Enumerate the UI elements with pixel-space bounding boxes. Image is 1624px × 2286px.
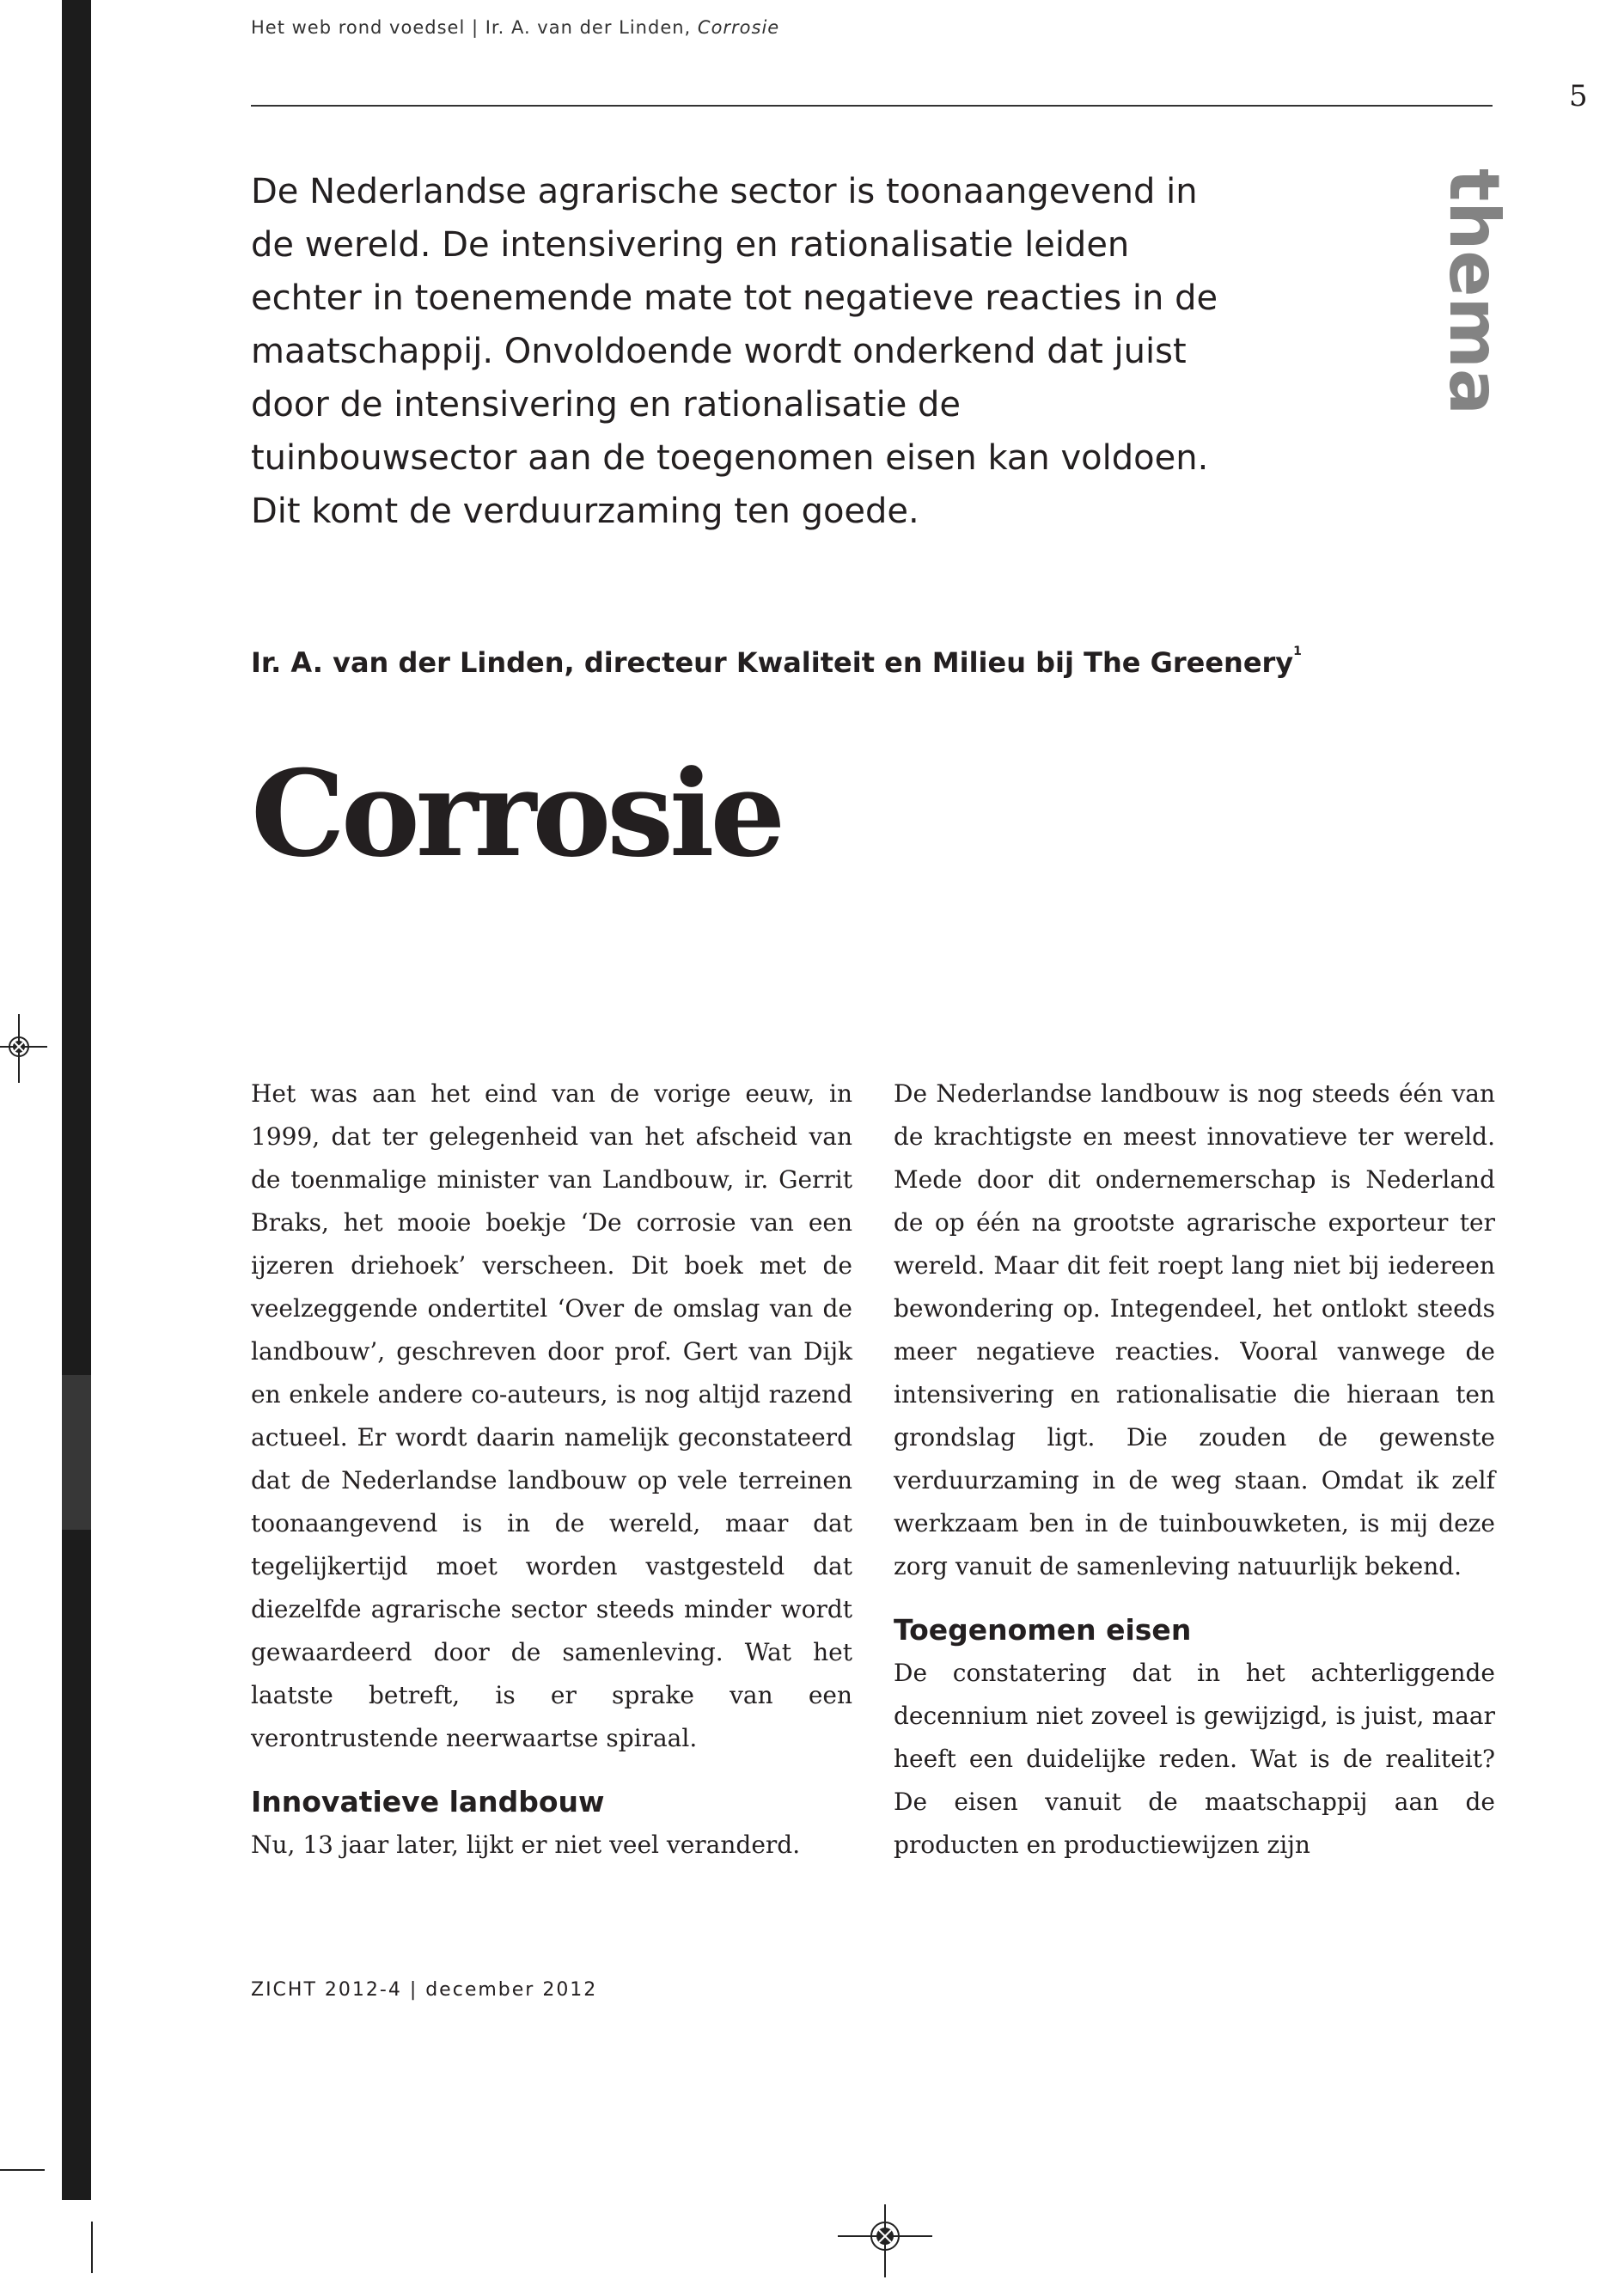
- section-tag-text: thema: [1434, 168, 1514, 415]
- article-title: Corrosie: [251, 743, 782, 883]
- crop-mark: [91, 2222, 93, 2273]
- section-tag: [1392, 168, 1624, 415]
- left-margin-bar: [62, 0, 91, 2200]
- section-heading: Toegenomen eisen: [894, 1613, 1192, 1647]
- running-head: [251, 17, 779, 38]
- header-rule: [251, 105, 1493, 107]
- page-footer: ZICHT 2012-4 | december 2012: [251, 1979, 598, 2001]
- registration-mark-icon: [833, 2200, 937, 2277]
- bar-shading: [62, 1375, 91, 1530]
- page-number: 5: [1569, 79, 1588, 113]
- crop-mark: [0, 2169, 45, 2171]
- body-column-left: [251, 1073, 852, 1867]
- body-paragraph: Nu, 13 jaar later, lijkt er niet veel veranderd.: [251, 1831, 801, 1859]
- intro-text: De Nederlandse agrarische sector is toonaangevend in de wereld. De intensivering en rationalisatie leiden echter in toenemende mate tot negatieve reacties in de maatschappij. Onvoldoende wordt onderkend dat juist door de intensivering en rationalisatie de tuinbouwsector aan de toegenomen eisen kan voldoen. Dit komt de verduurzaming ten goede.: [251, 172, 1218, 531]
- byline: [251, 646, 1302, 679]
- intro-lead: [251, 165, 1230, 538]
- registration-mark-icon: [0, 1014, 52, 1083]
- body-paragraph: De Nederlandse landbouw is nog steeds één van de krachtigste en meest innovatieve ter wereld. Mede door dit ondernemerschap is Nederland de op één na grootste agrarische exporteur ter wereld. Maar dit feit roept lang niet bij iedereen bewondering op. Integendeel, het ontlokt steeds meer negatieve reacties. Vooral vanwege de intensivering en rationalisatie die hieraan ten grondslag ligt. Die zouden de gewenste verduurzaming in de weg staan. Omdat ik zelf werkzaam ben in de tuinbouwketen, is mij deze zorg vanuit de samenleving natuurlijk bekend.: [894, 1079, 1495, 1580]
- body-paragraph: Het was aan het eind van de vorige eeuw, in 1999, dat ter gelegenheid van het afscheid van de toenmalige minister van Landbouw, ir. Gerrit Braks, het mooie boekje ‘De corrosie van een ijzeren driehoek’ verscheen. Dit boek met de veelzeggende ondertitel ‘Over de omslag van de landbouw’, geschreven door prof. Gert van Dijk en enkele andere co-auteurs, is nog altijd razend actueel. Er wordt daarin namelijk geconstateerd dat de Nederlandse landbouw op vele terreinen toonaangevend is in de wereld, maar dat tegelijkertijd moet worden vastgesteld dat diezelfde agrarische sector steeds minder wordt gewaardeerd door de samenleving. Wat het laatste betreft, is er sprake van een verontrustende neerwaartse spiraal.: [251, 1079, 852, 1752]
- byline-text: Ir. A. van der Linden, directeur Kwaliteit en Milieu bij The Greenery: [251, 646, 1294, 679]
- body-paragraph: De constatering dat in het achterliggende decennium niet zoveel is gewijzigd, is juist, maar heeft een duidelijke reden. Wat is de realiteit? De eisen vanuit de maatschappij aan de producten en productiewijzen zijn: [894, 1659, 1495, 1859]
- footnote-marker: 1: [1293, 645, 1302, 658]
- running-head-italic: Corrosie: [697, 17, 780, 38]
- running-head-text: Het web rond voedsel | Ir. A. van der Linden,: [251, 17, 698, 38]
- body-column-right: [894, 1073, 1495, 1867]
- section-heading: Innovatieve landbouw: [251, 1785, 605, 1818]
